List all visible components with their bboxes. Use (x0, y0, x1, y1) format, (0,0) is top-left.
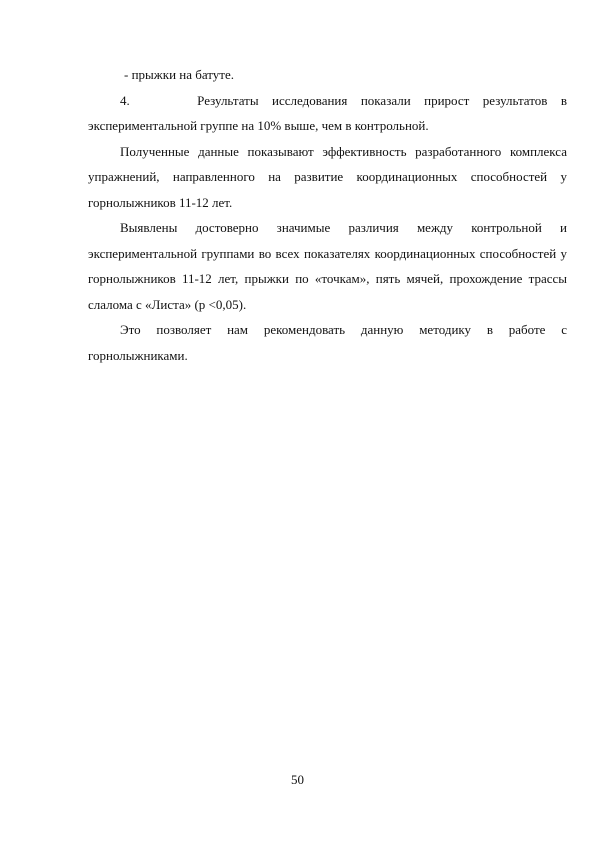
body-text (88, 62, 567, 368)
conclusion-item-4: 4. Результаты исследования показали прирост результатов в экспериментальной группе на 10% выше, чем в контрольной. (88, 92, 567, 133)
paragraph-effectiveness: Полученные данные показывают эффективность разработанного комплекса упражнений, направленного на развитие координационных способностей у горнолыжников 11-12 лет. (88, 143, 567, 210)
paragraph-differences: Выявлены достоверно значимые различия между контрольной и экспериментальной группами во всех показателях координационных способностей у горнолыжников 11-12 лет, прыжки по «точкам», пять мячей, прохождение трассы слалома с «Листа» (р <0,05). (88, 220, 567, 312)
paragraph-recommendation: Это позволяет нам рекомендовать данную методику в работе с горнолыжниками. (88, 322, 567, 363)
list-item-trampoline: - прыжки на батуте. (124, 67, 235, 82)
page-number: 50 (291, 772, 304, 787)
